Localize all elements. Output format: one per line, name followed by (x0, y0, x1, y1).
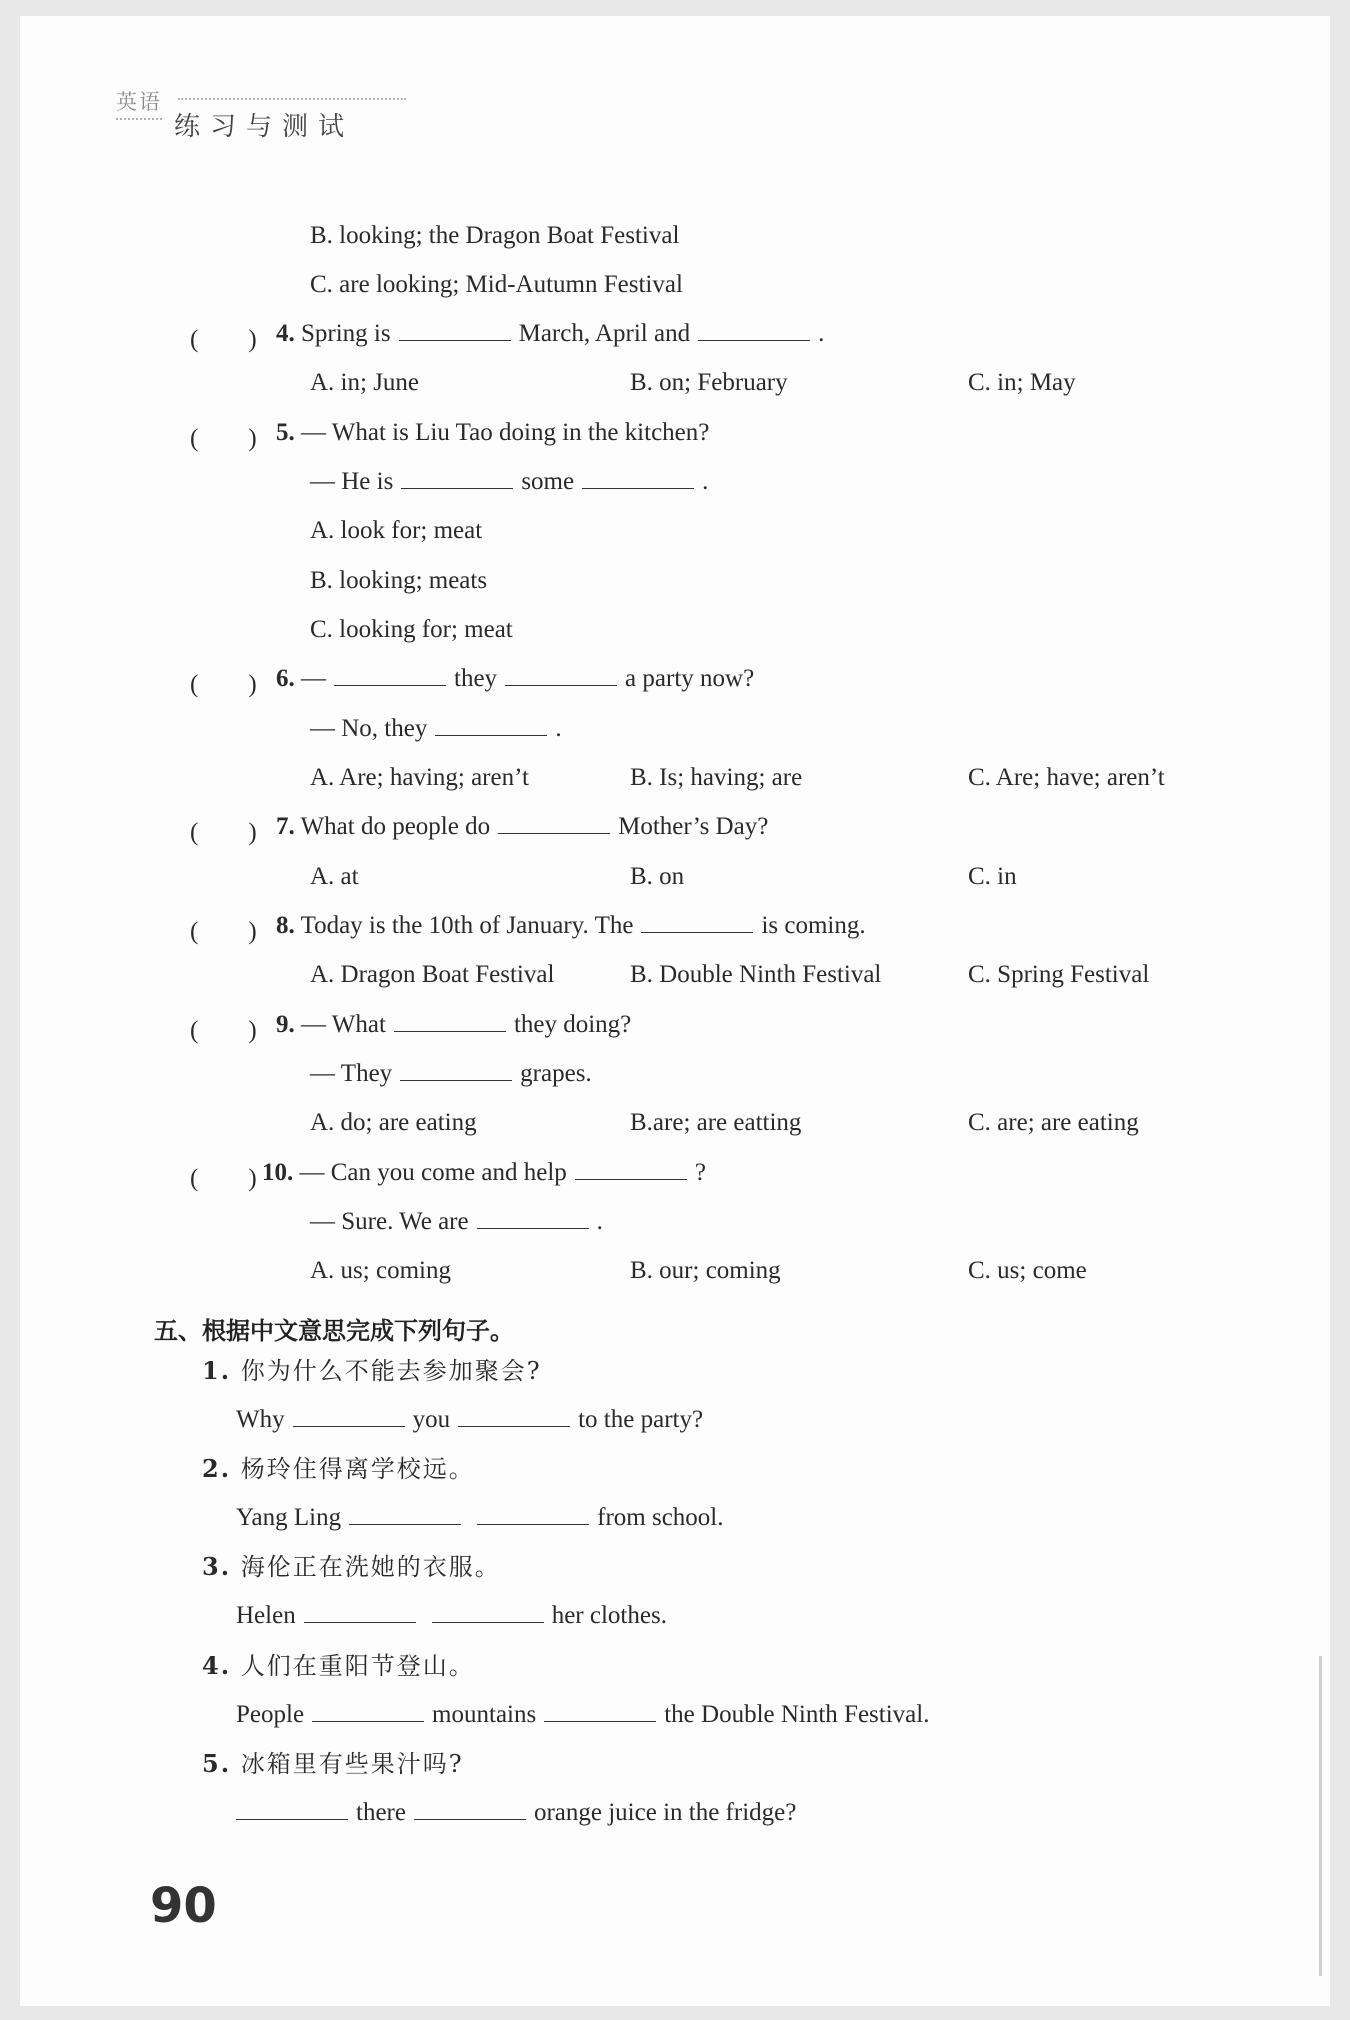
blank[interactable] (498, 813, 610, 834)
q4-option-a: A. in; June (310, 369, 420, 396)
answer-paren-5[interactable]: ( ) (190, 425, 257, 452)
blank[interactable] (582, 468, 694, 489)
q6-option-c: C. Are; have; aren’t (968, 764, 1165, 791)
question-text: — They (310, 1060, 393, 1087)
blank[interactable] (400, 1060, 512, 1081)
sentence-text: to the party? (578, 1406, 704, 1433)
question-number: 7. (276, 813, 295, 840)
question-number: 6. (276, 665, 295, 692)
blank[interactable] (544, 1701, 656, 1722)
question-text: What do people do (300, 813, 491, 840)
question-text: Mother’s Day? (618, 813, 769, 840)
question-text: grapes. (520, 1060, 592, 1087)
s5-item-3-en (236, 1601, 667, 1631)
sentence-text: there (356, 1799, 406, 1826)
s5-item-1-cn (202, 1356, 542, 1386)
chinese-prompt: 你为什么不能去参加聚会? (240, 1357, 542, 1385)
q6-option-b: B. Is; having; are (630, 764, 803, 791)
q5-option-b: B. looking; meats (310, 567, 488, 594)
q3-option-c: C. are looking; Mid-Autumn Festival (310, 271, 683, 298)
sentence-text: the Double Ninth Festival. (664, 1701, 930, 1728)
answer-paren-8[interactable]: ( ) (190, 918, 257, 945)
item-number: 4. (202, 1651, 232, 1680)
question-text: they doing? (513, 1011, 632, 1038)
question-6 (276, 664, 754, 694)
blank[interactable] (293, 1406, 405, 1427)
q4-option-c: C. in; May (968, 369, 1076, 396)
s5-item-4-en (236, 1700, 929, 1730)
chinese-prompt: 杨玲住得离学校远。 (240, 1455, 475, 1483)
s5-item-4-cn (202, 1651, 475, 1681)
page-header (116, 86, 406, 146)
question-text: ? (694, 1159, 706, 1186)
question-5 (276, 418, 709, 448)
blank[interactable] (477, 1504, 589, 1525)
question-text: — What (301, 1011, 386, 1038)
question-text: — (301, 665, 326, 692)
sentence-text: Yang Ling (236, 1504, 342, 1531)
question-4 (276, 319, 824, 349)
chinese-prompt: 人们在重阳节登山。 (240, 1652, 475, 1680)
sentence-text: mountains (432, 1701, 537, 1728)
question-7 (276, 812, 768, 842)
blank[interactable] (458, 1406, 570, 1427)
q9-option-a: A. do; are eating (310, 1109, 477, 1136)
blank[interactable] (477, 1208, 589, 1229)
worksheet-page (20, 16, 1330, 2006)
page-number: 90 (150, 1878, 217, 1934)
blank[interactable] (394, 1011, 506, 1032)
blank[interactable] (401, 468, 513, 489)
q10-response (310, 1207, 603, 1237)
q8-option-c: C. Spring Festival (968, 961, 1150, 988)
sentence-text: Helen (236, 1602, 296, 1629)
blank[interactable] (435, 715, 547, 736)
blank[interactable] (334, 665, 446, 686)
q9-response (310, 1059, 592, 1089)
blank[interactable] (414, 1799, 526, 1820)
question-text: . (818, 320, 825, 347)
item-number: 5. (202, 1749, 232, 1778)
q9-option-b: B.are; are eatting (630, 1109, 802, 1136)
blank[interactable] (575, 1159, 687, 1180)
blank[interactable] (698, 320, 810, 341)
q5-option-a: A. look for; meat (310, 517, 483, 544)
answer-paren-10[interactable]: ( ) (190, 1165, 257, 1192)
question-text: is coming. (761, 912, 866, 939)
q8-option-a: A. Dragon Boat Festival (310, 961, 555, 988)
question-8 (276, 911, 866, 941)
blank[interactable] (641, 912, 753, 933)
s5-item-5-cn (202, 1749, 464, 1779)
s5-item-3-cn (202, 1552, 501, 1582)
q7-option-a: A. at (310, 863, 359, 890)
q6-option-a: A. Are; having; aren’t (310, 764, 529, 791)
question-text: — He is (310, 468, 394, 495)
question-text: Spring is (301, 320, 391, 347)
question-text: they (454, 665, 498, 692)
s5-item-2-cn (202, 1454, 475, 1484)
answer-paren-6[interactable]: ( ) (190, 671, 257, 698)
q10-option-b: B. our; coming (630, 1257, 781, 1284)
sentence-text: People (236, 1701, 305, 1728)
subject-label: 英语 (116, 86, 162, 120)
blank[interactable] (312, 1701, 424, 1722)
chinese-prompt: 海伦正在洗她的衣服。 (240, 1553, 501, 1581)
sentence-text: her clothes. (551, 1602, 667, 1629)
page-edge-shadow (1319, 1656, 1322, 1976)
chinese-prompt: 冰箱里有些果汁吗? (240, 1750, 464, 1778)
question-10 (262, 1158, 706, 1188)
blank[interactable] (349, 1504, 461, 1525)
question-text: some (521, 468, 575, 495)
question-number: 8. (276, 912, 295, 939)
blank[interactable] (304, 1602, 416, 1623)
book-title: 练习与测试 (174, 112, 355, 142)
q10-option-a: A. us; coming (310, 1257, 451, 1284)
question-number: 9. (276, 1011, 295, 1038)
question-9 (276, 1010, 631, 1040)
sentence-text: from school. (597, 1504, 724, 1531)
q4-option-b: B. on; February (630, 369, 788, 396)
q7-option-c: C. in (968, 863, 1017, 890)
sentence-text: orange juice in the fridge? (533, 1799, 797, 1826)
section-5-title: 五、根据中文意思完成下列句子。 (154, 1317, 514, 1345)
s5-item-2-en (236, 1503, 724, 1533)
question-text: . (702, 468, 709, 495)
question-text: . (596, 1208, 603, 1235)
header-dotted-rule (178, 98, 406, 100)
answer-paren-4[interactable]: ( ) (190, 326, 257, 353)
q8-option-b: B. Double Ninth Festival (630, 961, 882, 988)
question-text: — Can you come and help (299, 1159, 567, 1186)
sentence-text: Why (236, 1406, 285, 1433)
s5-item-5-en (236, 1798, 796, 1828)
blank[interactable] (432, 1602, 544, 1623)
question-number: 4. (276, 320, 295, 347)
sentence-text: you (412, 1406, 451, 1433)
item-number: 2. (202, 1454, 232, 1483)
q10-option-c: C. us; come (968, 1257, 1087, 1284)
blank[interactable] (505, 665, 617, 686)
answer-paren-9[interactable]: ( ) (190, 1017, 257, 1044)
q6-response (310, 714, 562, 744)
q3-option-b: B. looking; the Dragon Boat Festival (310, 222, 680, 249)
question-text: a party now? (625, 665, 755, 692)
q5-option-c: C. looking for; meat (310, 616, 513, 643)
question-text: — No, they (310, 715, 428, 742)
blank[interactable] (236, 1799, 348, 1820)
question-text: — Sure. We are (310, 1208, 469, 1235)
q9-option-c: C. are; are eating (968, 1109, 1139, 1136)
answer-paren-7[interactable]: ( ) (190, 819, 257, 846)
question-number: 10. (262, 1159, 294, 1186)
question-text: March, April and (518, 320, 691, 347)
q5-response (310, 467, 708, 497)
question-number: 5. (276, 419, 295, 446)
s5-item-1-en (236, 1405, 703, 1435)
blank[interactable] (399, 320, 511, 341)
q7-option-b: B. on (630, 863, 685, 890)
item-number: 3. (202, 1552, 232, 1581)
question-text: . (555, 715, 562, 742)
question-text: — What is Liu Tao doing in the kitchen? (301, 419, 710, 446)
item-number: 1. (202, 1356, 232, 1385)
question-text: Today is the 10th of January. The (300, 912, 634, 939)
